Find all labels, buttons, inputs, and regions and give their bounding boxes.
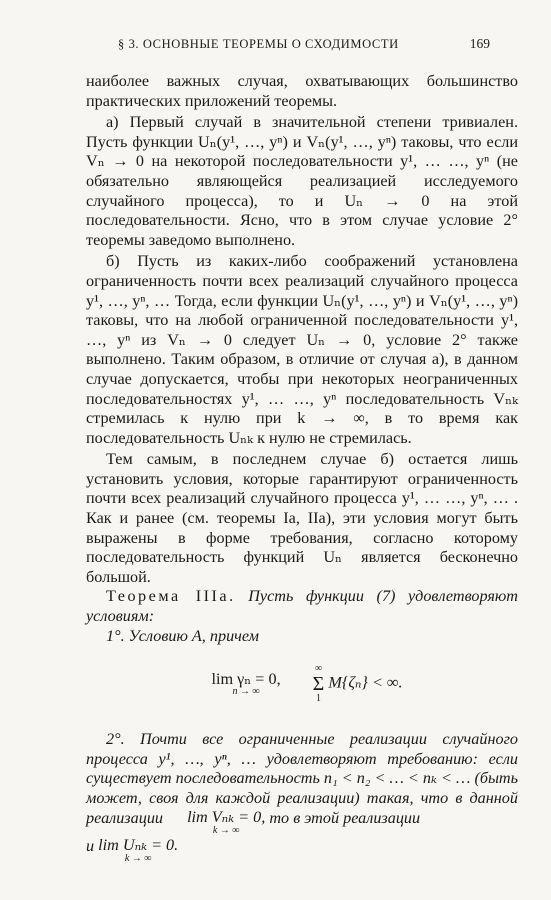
final-limit <box>98 837 178 863</box>
formula-sum-sigma: Σ <box>312 673 325 696</box>
final-limit-expr: lim Uₙₖ = 0. <box>98 835 179 854</box>
section-title: § 3. ОСНОВНЫЕ ТЕОРЕМЫ О СХОДИМОСТИ <box>118 37 399 51</box>
page-number: 169 <box>469 36 490 51</box>
formula-limit-sub: n → ∞ <box>232 686 260 698</box>
theorem-label: Теорема IIIа. <box>106 587 236 606</box>
formula-sum-upper: ∞ <box>314 663 323 675</box>
display-formula <box>96 664 518 704</box>
formula-limit <box>211 671 280 697</box>
condition-2-tail: то в этой реализации <box>269 808 421 827</box>
condition-1: 1°. Условию А, причем <box>106 626 260 645</box>
formula-sum-body: M{ζₙ} < ∞. <box>328 673 403 692</box>
condition-2-text: 2°. Почти все ограниченные реализации случайного процесса y¹, …, yⁿ, … удовлетворяют требованию: если существует последовательность n₁ < n₂ < … < nₖ < … (быть может, своя для каждой реализации) такая, что в данной реализации <box>86 730 518 827</box>
formula-sum <box>313 664 325 704</box>
condition-2-limit-expr: lim Vₙₖ = 0, <box>187 807 266 826</box>
formula-limit-expr: lim γₙ = 0, <box>211 670 281 689</box>
condition-2-limit <box>167 809 265 835</box>
theorem-text: Пусть функции (7) удовлетворяют условиям: <box>86 587 518 626</box>
page-body <box>86 72 518 863</box>
running-header <box>118 37 490 52</box>
formula-sum-lower: 1 <box>315 693 321 705</box>
paragraph-case-a: а) Первый случай в значительной степени тривиален. Пусть функции Uₙ(y¹, …, yⁿ) и Vₙ(y¹, …, yⁿ) таковы, что если Vₙ → 0 на некоторой последовательности y¹, … …, yⁿ (не обязательно являющейся реализацией исследуемого случайного процесса), то и Uₙ → 0 на этой последовательности. Ясно, что в этом случае условие 2° теоремы заведомо выполнено. <box>86 113 518 249</box>
final-limit-sub: k → ∞ <box>124 852 152 864</box>
paragraph-intro: наиболее важных случая, охватывающих большинство практических приложений теоремы. <box>86 72 518 110</box>
final-prefix: и <box>86 836 95 855</box>
condition-2 <box>86 730 518 834</box>
final-condition <box>86 837 518 863</box>
paragraph-conclusion: Тем самым, в последнем случае б) остается лишь установить условия, которые гарантируют ограниченность почти всех реализаций случайного процесса y¹, … …, yⁿ, … . Как и ранее (см. теоремы Iа, IIа), эти условия могут быть выражены в форме требования, согласно которому последовательность функций Uₙ является бесконечно большой. <box>86 450 518 586</box>
condition-2-limit-sub: k → ∞ <box>212 824 240 836</box>
paragraph-case-b: б) Пусть из каких-либо соображений установлена ограниченность почти всех реализаций случайного процесса y¹, …, yⁿ, … Тогда, если функции Uₙ(y¹, …, yⁿ) и Vₙ(y¹, …, yⁿ) таковы, что на любой ограниченной последовательности y¹, …, yⁿ из Vₙ → 0 следует Uₙ → 0, условие 2° также выполнено. Таким образом, в отличие от случая а), в данном случае допускается, чтобы при некоторых неограниченных последовательностях y¹, … …, yⁿ последовательность Vₙₖ стремилась к нулю при k → ∞, в то время как последовательность Uₙₖ к нулю не стремилась. <box>86 252 518 447</box>
theorem-statement <box>86 587 518 626</box>
